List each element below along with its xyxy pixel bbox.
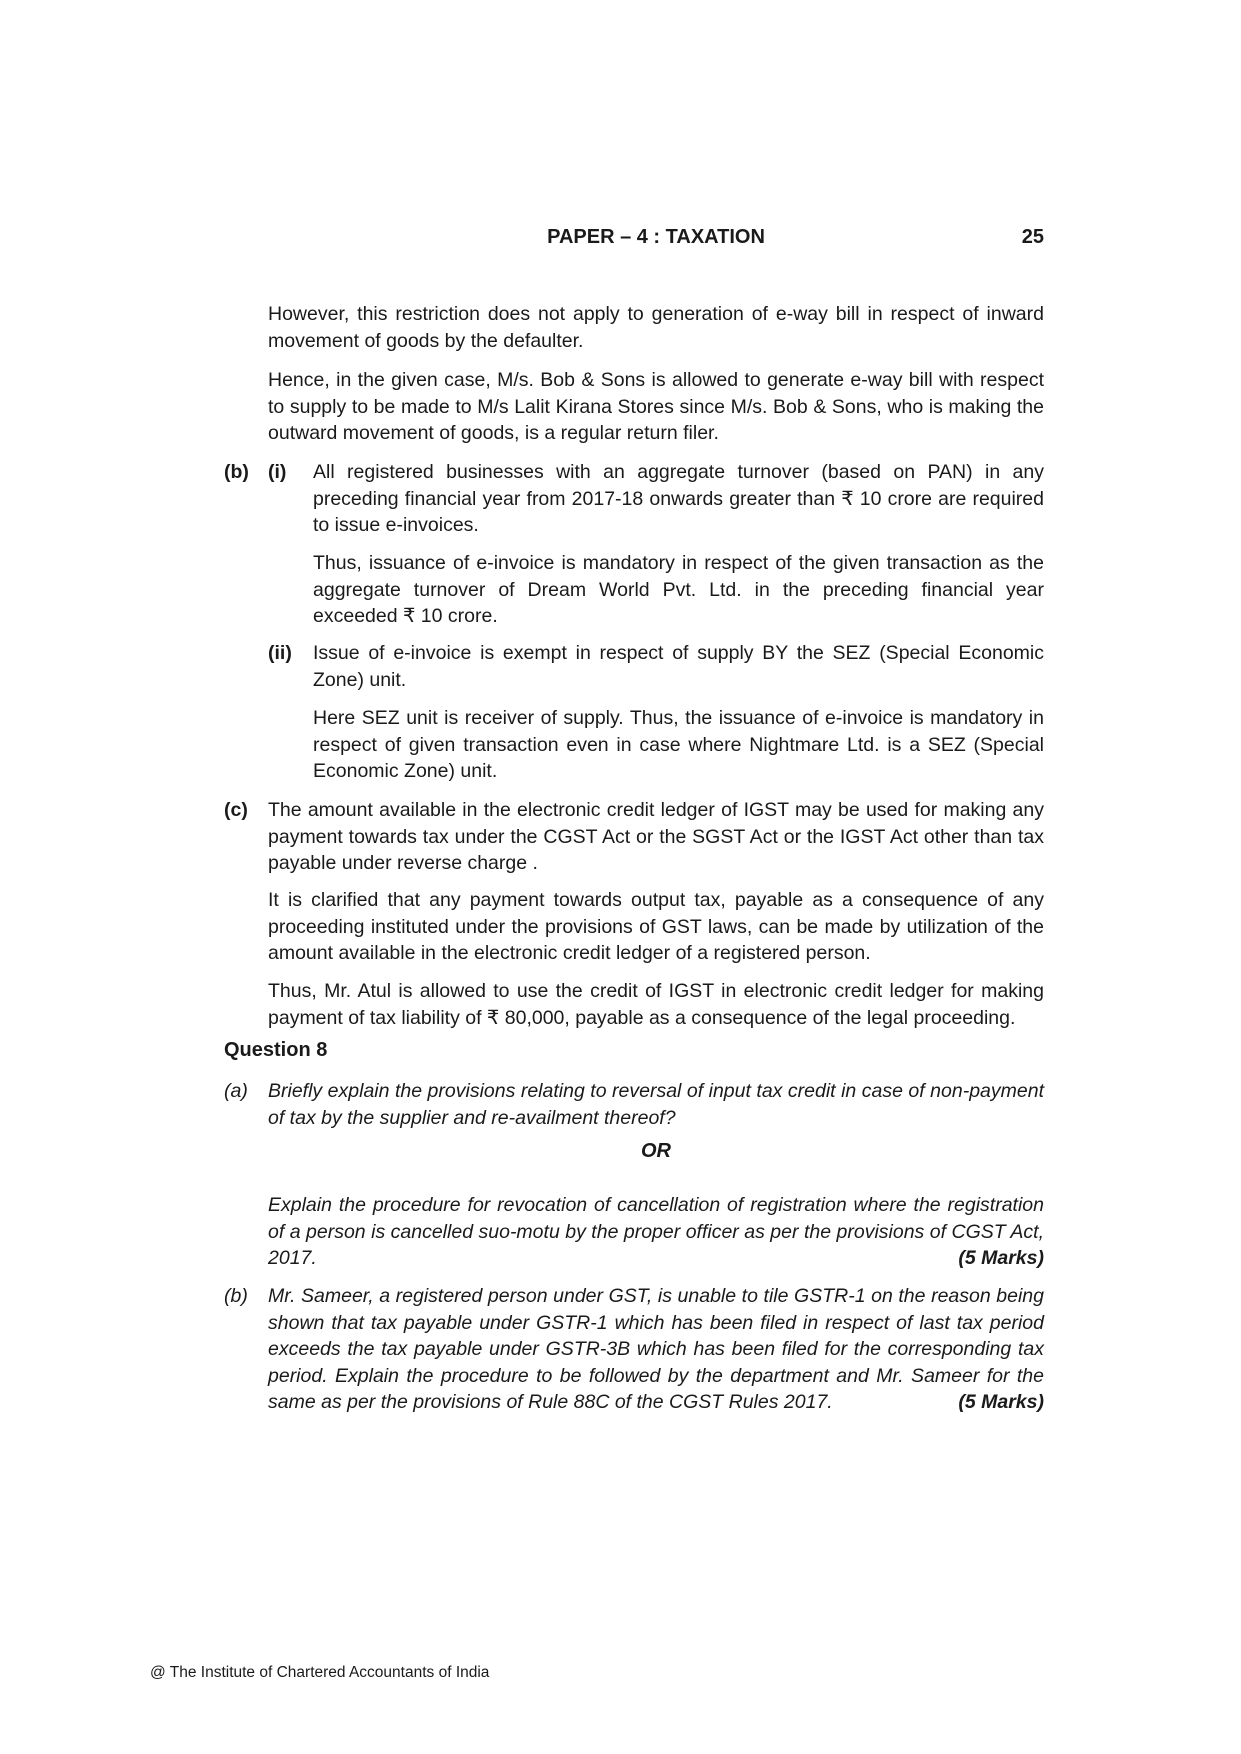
answer-c-paragraph-2: It is clarified that any payment towards output tax, payable as a consequence of any proceeding instituted under the provisions of GST laws, can be made by utilization of the amount available in the electronic credit ledger of a registered person. <box>268 889 1044 964</box>
question-8-b-marks: (5 Marks) <box>958 1391 1044 1413</box>
answer-b-i-paragraph-1: All registered businesses with an aggregate turnover (based on PAN) in any preceding financial year from 2017-18 onwards greater than ₹ 10 crore are required to issue e-invoices. <box>313 461 1044 536</box>
continuation-paragraph-1: However, this restriction does not apply to generation of e-way bill in respect of inward movement of goods by the defaulter. <box>268 303 1044 352</box>
page-number: 25 <box>1021 226 1044 248</box>
question-8-a-alt-text: Explain the procedure for revocation of cancellation of registration where the registration of a person is cancelled suo-motu by the proper officer as per the provisions of CGST Act, 2017. <box>268 1194 1044 1269</box>
question-8-b <box>268 1283 1044 1416</box>
answer-b-i-paragraph-2: Thus, issuance of e-invoice is mandatory in respect of the given transaction as the aggregate turnover of Dream World Pvt. Ltd. in the preceding financial year exceeded ₹ 10 crore. <box>313 552 1044 627</box>
answer-b-label: (b) <box>224 461 249 483</box>
answer-b-ii-paragraph-2: Here SEZ unit is receiver of supply. Thus, the issuance of e-invoice is mandatory in respect of given transaction even in case where Nightmare Ltd. is a SEZ (Special Economic Zone) unit. <box>313 707 1044 782</box>
answer-c-label: (c) <box>224 799 248 821</box>
question-8-b-text: Mr. Sameer, a registered person under GST, is unable to tile GSTR-1 on the reason being shown that tax payable under GSTR-1 which has been filed in respect of last tax period exceeds the tax payable under GSTR-3B which has been filed for the corresponding tax period. Explain the procedure to be followed by the department and Mr. Sameer for the same as per the provisions of Rule 88C of the CGST Rules 2017. <box>268 1285 1044 1413</box>
answer-c-paragraph-1: The amount available in the electronic credit ledger of IGST may be used for making any payment towards tax under the CGST Act or the SGST Act or the IGST Act other than tax payable under reverse charge . <box>268 799 1044 874</box>
answer-b-ii-paragraph-1: Issue of e-invoice is exempt in respect of supply BY the SEZ (Special Economic Zone) unit. <box>313 642 1044 691</box>
question-8-b-label: (b) <box>224 1285 248 1307</box>
question-8-a-alternative <box>268 1192 1044 1272</box>
answer-c-paragraph-3: Thus, Mr. Atul is allowed to use the credit of IGST in electronic credit ledger for making payment of tax liability of ₹ 80,000, payable as a consequence of the legal proceeding. <box>268 980 1044 1029</box>
page-header <box>268 226 1044 252</box>
page-footer: @ The Institute of Chartered Accountants of India <box>150 1664 490 1681</box>
question-8-a-label: (a) <box>224 1080 248 1102</box>
or-divider: OR <box>641 1140 671 1162</box>
answer-b-i-label: (i) <box>268 461 287 483</box>
continuation-paragraph-2: Hence, in the given case, M/s. Bob & Sons is allowed to generate e-way bill with respect to supply to be made to M/s Lalit Kirana Stores since M/s. Bob & Sons, who is making the outward movement of goods, is a regular return filer. <box>268 369 1044 444</box>
page-title: PAPER – 4 : TAXATION <box>547 226 765 248</box>
question-8-a-marks: (5 Marks) <box>958 1247 1044 1269</box>
question-8-a-text: Briefly explain the provisions relating to reversal of input tax credit in case of non-payment of tax by the supplier and re-availment thereof? <box>268 1080 1044 1129</box>
question-8-heading: Question 8 <box>224 1039 328 1061</box>
answer-b-ii-label: (ii) <box>268 642 292 664</box>
